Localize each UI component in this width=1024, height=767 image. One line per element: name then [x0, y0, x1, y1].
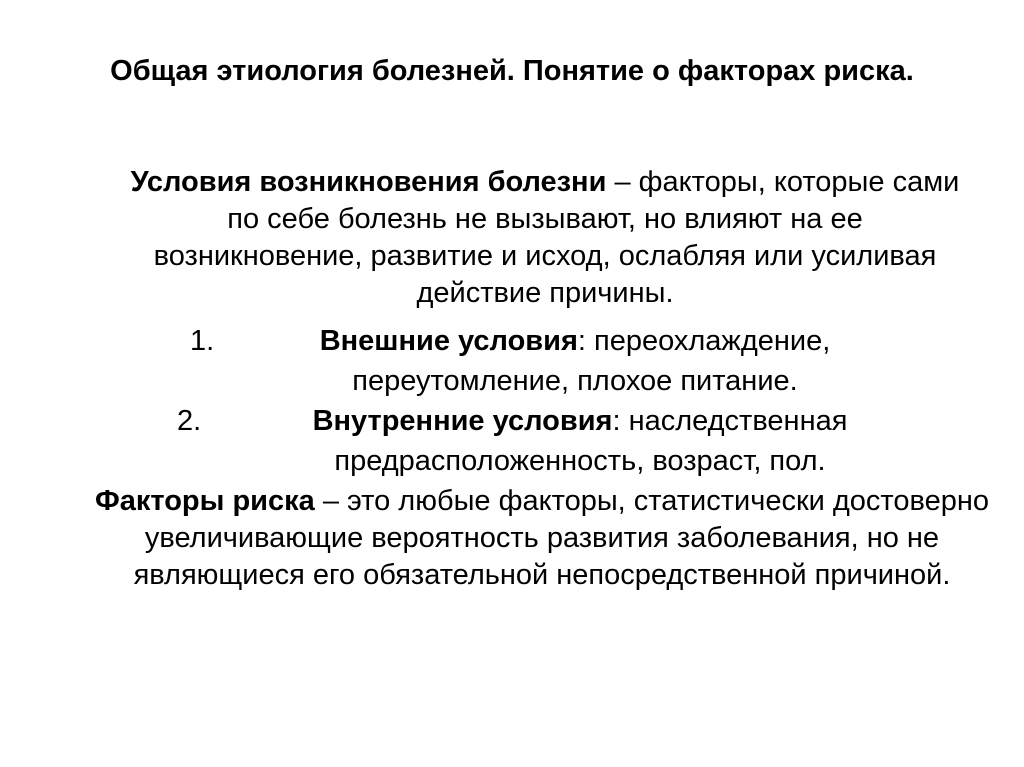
list-item-external-conditions [250, 321, 900, 401]
external-conditions-term: Внешние условия [319, 325, 578, 357]
internal-conditions-term: Внутренние условия [312, 405, 613, 437]
conditions-term: Условия возникновения болезни [130, 166, 607, 198]
external-conditions-text: : переохлаждение, переутомление, плохое питание. [352, 325, 831, 397]
risk-factors-term: Факторы риска [94, 485, 315, 517]
list-item-number: 2. [177, 405, 202, 437]
risk-factors-paragraph [92, 483, 992, 594]
risk-factors-definition: – это любые факторы, статистически достоверно увеличивающие вероятность развития заболевания, но не являющиеся его обязательной непосредственной причиной. [133, 485, 990, 591]
conditions-paragraph [130, 164, 960, 312]
list-item-internal-conditions [240, 401, 920, 481]
slide-title: Общая этиология болезней. Понятие о факторах риска. [110, 55, 914, 87]
internal-conditions-text: : наследственная предрасположенность, возраст, пол. [334, 405, 848, 477]
conditions-definition: – факторы, которые сами по себе болезнь не вызывают, но влияют на ее возникновение, развитие и исход, ослабляя или усиливая действие причины. [153, 166, 960, 309]
list-item-number: 1. [190, 325, 215, 357]
